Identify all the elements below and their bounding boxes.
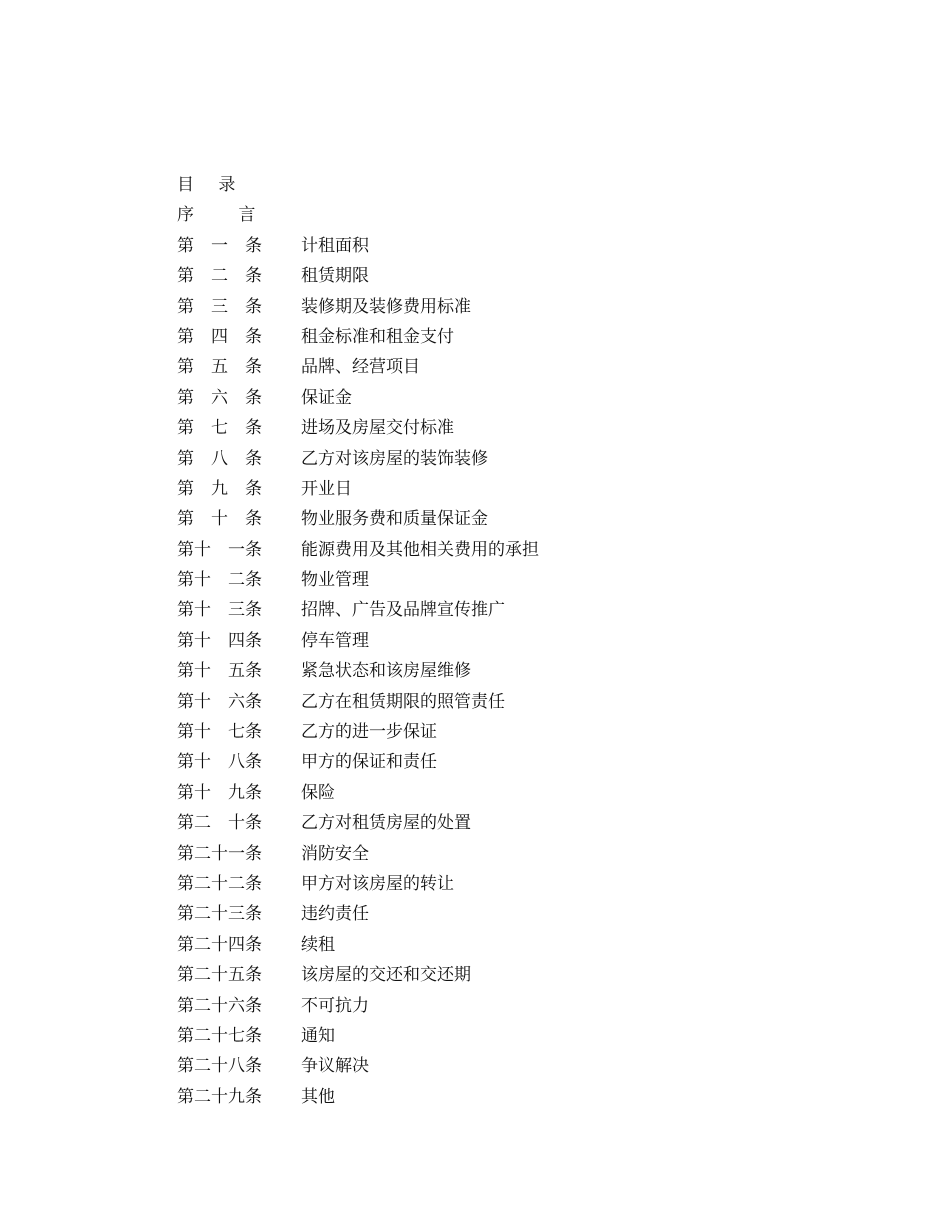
clause-number: 第十 六条 xyxy=(177,691,262,712)
clause-title: 招牌、广告及品牌宣传推广 xyxy=(301,600,505,621)
clause-title: 乙方的进一步保证 xyxy=(301,722,437,743)
toc-entry xyxy=(177,535,777,565)
clause-title: 不可抗力 xyxy=(301,995,369,1016)
clause-number: 第十 九条 xyxy=(177,782,262,803)
clause-title: 违约责任 xyxy=(301,904,369,925)
toc-entry xyxy=(177,930,777,960)
toc-entry xyxy=(177,778,777,808)
clause-number: 第 四 条 xyxy=(177,326,262,347)
clause-title: 甲方的保证和责任 xyxy=(301,752,437,773)
toc-entry xyxy=(177,261,777,291)
toc-entry xyxy=(177,565,777,595)
toc-entry xyxy=(177,1082,777,1112)
clause-title: 消防安全 xyxy=(301,843,369,864)
clause-number: 第二十八条 xyxy=(177,1056,262,1077)
clause-title: 进场及房屋交付标准 xyxy=(301,418,454,439)
clause-number: 第二十三条 xyxy=(177,904,262,925)
clause-title: 租赁期限 xyxy=(301,266,369,287)
toc-entry xyxy=(177,413,777,443)
toc-entry xyxy=(177,292,777,322)
clause-number: 第十 二条 xyxy=(177,570,262,591)
clause-number: 第二十四条 xyxy=(177,934,262,955)
clause-title: 其他 xyxy=(301,1086,335,1107)
toc-entry xyxy=(177,322,777,352)
clause-title: 紧急状态和该房屋维修 xyxy=(301,661,471,682)
clause-title: 争议解决 xyxy=(301,1056,369,1077)
clause-title: 物业管理 xyxy=(301,570,369,591)
toc-entry xyxy=(177,687,777,717)
toc-entry xyxy=(177,595,777,625)
toc-entry xyxy=(177,869,777,899)
clause-number: 第十 四条 xyxy=(177,630,262,651)
clause-number: 第二十七条 xyxy=(177,1025,262,1046)
clause-number: 第二十二条 xyxy=(177,873,262,894)
toc-entry xyxy=(177,839,777,869)
clause-title: 乙方对该房屋的装饰装修 xyxy=(301,448,488,469)
toc-entry xyxy=(177,1021,777,1051)
clause-number: 第十 一条 xyxy=(177,539,262,560)
clause-title: 保险 xyxy=(301,782,335,803)
toc-entry xyxy=(177,899,777,929)
toc-entry xyxy=(177,504,777,534)
toc-entry xyxy=(177,474,777,504)
clause-title: 租金标准和租金支付 xyxy=(301,326,454,347)
preface-char: 序 xyxy=(177,205,194,226)
clause-number: 第二十一条 xyxy=(177,843,262,864)
toc-entry xyxy=(177,747,777,777)
clause-number: 第十 五条 xyxy=(177,661,262,682)
toc-heading-char: 目 xyxy=(177,175,194,195)
clause-title: 乙方对租赁房屋的处置 xyxy=(301,813,471,834)
toc-entry xyxy=(177,1051,777,1081)
preface-entry xyxy=(177,200,777,230)
clause-number: 第 二 条 xyxy=(177,266,262,287)
clause-number: 第二 十条 xyxy=(177,813,262,834)
clause-title: 保证金 xyxy=(301,387,352,408)
clause-number: 第十 七条 xyxy=(177,722,262,743)
toc-entry xyxy=(177,656,777,686)
toc-entry xyxy=(177,626,777,656)
clause-title: 通知 xyxy=(301,1025,335,1046)
clause-title: 计租面积 xyxy=(301,235,369,256)
clause-title: 装修期及装修费用标准 xyxy=(301,296,471,317)
clause-title: 续租 xyxy=(301,934,335,955)
toc-entry xyxy=(177,960,777,990)
clause-number: 第 八 条 xyxy=(177,448,262,469)
clause-title: 该房屋的交还和交还期 xyxy=(301,965,471,986)
toc-heading-char: 录 xyxy=(218,175,236,195)
clause-title: 乙方在租赁期限的照管责任 xyxy=(301,691,505,712)
clause-number: 第 五 条 xyxy=(177,357,262,378)
toc-entry xyxy=(177,808,777,838)
clause-title: 能源费用及其他相关费用的承担 xyxy=(301,539,539,560)
clause-title: 甲方对该房屋的转让 xyxy=(301,873,454,894)
toc-entry xyxy=(177,444,777,474)
clause-number: 第二十五条 xyxy=(177,965,262,986)
clause-title: 物业服务费和质量保证金 xyxy=(301,509,488,530)
table-of-contents xyxy=(177,170,777,1112)
preface-char: 言 xyxy=(238,205,256,226)
clause-number: 第 一 条 xyxy=(177,235,262,256)
clause-title: 停车管理 xyxy=(301,630,369,651)
clause-number: 第十 三条 xyxy=(177,600,262,621)
toc-entry xyxy=(177,383,777,413)
clause-number: 第 十 条 xyxy=(177,509,262,530)
toc-entry-list xyxy=(177,231,777,1112)
clause-number: 第 三 条 xyxy=(177,296,262,317)
clause-number: 第 六 条 xyxy=(177,387,262,408)
clause-number: 第十 八条 xyxy=(177,752,262,773)
toc-entry xyxy=(177,231,777,261)
toc-entry xyxy=(177,717,777,747)
clause-title: 品牌、经营项目 xyxy=(301,357,420,378)
clause-number: 第二十六条 xyxy=(177,995,262,1016)
clause-title: 开业日 xyxy=(301,478,352,499)
toc-entry xyxy=(177,991,777,1021)
clause-number: 第 九 条 xyxy=(177,478,262,499)
toc-entry xyxy=(177,352,777,382)
toc-heading xyxy=(177,170,777,200)
clause-number: 第 七 条 xyxy=(177,418,262,439)
clause-number: 第二十九条 xyxy=(177,1086,262,1107)
